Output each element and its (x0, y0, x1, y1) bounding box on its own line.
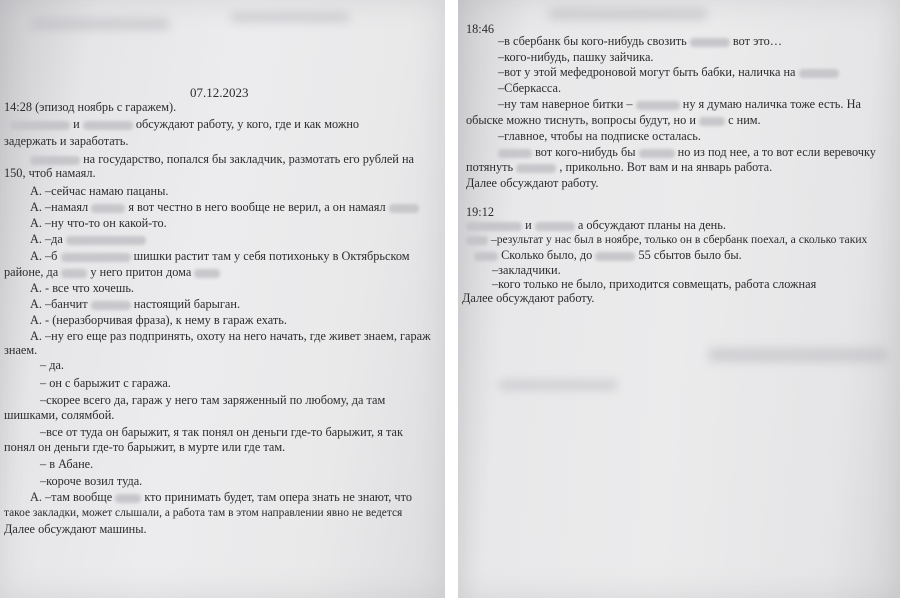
text-span: Сколько было, до (501, 248, 593, 262)
text-span: на государство, попался бы закладчик, размотать его рублей на (83, 152, 414, 166)
page-gap (445, 0, 458, 598)
text-span: шишки растит там у себя потихоньку в Октябрьском (133, 249, 410, 263)
text-line: Далее обсуждают работу. (462, 291, 595, 305)
text-line (466, 233, 867, 247)
text-span: а обсуждают планы на день. (577, 218, 726, 232)
redaction-blur (91, 204, 125, 213)
text-span: вот это… (732, 34, 783, 48)
redaction-blur (535, 222, 575, 231)
text-line (474, 248, 742, 262)
text-line: такое закладки, может слышали, а работа там в этом направлении явно не ведется (4, 507, 403, 519)
redaction-blur (690, 38, 730, 47)
text-line (30, 232, 146, 246)
text-span: обыске можно тиснуть, вопросы будут, но и (466, 113, 696, 127)
text-line: – в Абане. (40, 457, 94, 471)
timestamp: 19:12 (466, 205, 495, 219)
text-line (30, 249, 410, 263)
redaction-blur (30, 156, 80, 165)
redaction-blur (389, 204, 419, 213)
text-span: я вот честно в него вообще не верил, а он намаял (128, 200, 386, 214)
text-line (466, 160, 772, 174)
text-span: –в сбербанк бы кого-нибудь свозить (498, 34, 687, 48)
text-line: Далее обсуждают работу. (466, 176, 599, 190)
text-line: –короче возил туда. (40, 474, 143, 488)
text-line (30, 152, 414, 166)
text-span: и (525, 218, 532, 232)
text-line: шишками, солямбой. (4, 408, 115, 422)
text-span: настоящий барыган. (133, 297, 241, 311)
text-line: А. –ну что-то он какой-то. (30, 216, 167, 230)
text-span: –ну там наверное битки – (498, 97, 633, 111)
redaction-blur (699, 117, 725, 126)
redaction-blur (91, 301, 131, 310)
redaction-blur (61, 269, 87, 278)
redaction-blur (61, 253, 131, 262)
text-span: обсуждают работу, у кого, где и как можно (135, 117, 360, 131)
text-line (498, 34, 782, 48)
redaction-blur (595, 252, 635, 261)
text-line (498, 65, 839, 79)
text-line (4, 265, 220, 279)
text-span: районе, да (4, 265, 59, 279)
redaction-blur (498, 149, 532, 158)
text-line: –кого только не было, приходится совмещать, работа сложная (492, 277, 817, 291)
text-line: 14:28 (эпизод ноябрь с гаражем). (4, 100, 177, 114)
timestamp: 18:46 (466, 22, 495, 36)
text-span: А. –да (30, 232, 63, 246)
text-line: А. –ну его еще раз подпринять, охоту на него начать, где живет знаем, гараж (30, 329, 431, 343)
redaction-blur (66, 236, 146, 245)
text-span: ну я думаю наличка тоже есть. На (682, 97, 861, 111)
text-line (498, 145, 876, 159)
redaction-blur (474, 252, 498, 261)
text-line: А. –сейчас намаю пацаны. (30, 184, 169, 198)
text-span: вот кого-нибудь бы (535, 145, 636, 159)
text-span: А. –б (30, 249, 58, 263)
redaction-blur (115, 494, 141, 503)
redaction-blur (466, 236, 488, 245)
text-span: А. –банчит (30, 297, 88, 311)
text-line (466, 113, 761, 127)
text-span: А. –намаял (30, 200, 89, 214)
text-span: но из под нее, а то вот если веревочку (677, 145, 876, 159)
text-line: А. - (неразборчивая фраза), к нему в гараж ехать. (30, 313, 287, 327)
text-line: – он с барыжит с гаража. (40, 376, 171, 390)
text-line: понял он деньги где-то барыжит, в мурте или где там. (4, 440, 286, 454)
text-line: – да. (40, 358, 65, 372)
redaction-blur (10, 121, 70, 130)
text-span: потянуть (466, 160, 514, 174)
right-document-page (458, 0, 900, 598)
redaction-blur (466, 222, 522, 231)
text-line (30, 490, 412, 504)
text-span: –вот у этой мефедроновой могут быть бабки, наличка на (498, 65, 796, 79)
text-line: –Сберкасса. (498, 81, 562, 95)
text-line (498, 97, 861, 111)
text-line: Далее обсуждают машины. (4, 522, 147, 536)
text-span: 55 сбытов было бы. (638, 248, 742, 262)
document-date: 07.12.2023 (190, 85, 249, 100)
redaction-blur (83, 121, 133, 130)
text-line: –закладчики. (492, 263, 561, 277)
text-line: –все от туда он барыжит, я так понял он деньги где-то барыжит, я так (40, 425, 403, 439)
text-line: –скорее всего да, гараж у него там заряженный по любому, да там (40, 393, 386, 407)
text-line: –кого-нибудь, пашку зайчика. (498, 50, 654, 64)
left-document-page (0, 0, 445, 598)
text-span: , прикольно. Вот вам и на январь работа. (559, 160, 773, 174)
text-line: и обсуждают работу, у кого, где и как можно (10, 117, 359, 131)
text-line: 150, чтоб намаял. (4, 166, 96, 180)
text-line (466, 218, 726, 232)
redaction-blur (639, 149, 675, 158)
text-span: у него притон дома (90, 265, 192, 279)
text-span: кто принимать будет, там опера знать не знают, что (144, 490, 412, 504)
text-line: А. - все что хочешь. (30, 281, 134, 295)
text-span: с ним. (728, 113, 761, 127)
redaction-blur (516, 164, 556, 173)
text-span: А. –там вообще (30, 490, 113, 504)
redaction-blur (636, 101, 680, 110)
redaction-blur (194, 269, 220, 278)
redaction-blur (799, 69, 839, 78)
text-line: знаем. (4, 343, 38, 357)
text-line: –главное, чтобы на подписке осталась. (498, 129, 701, 143)
text-line (30, 297, 240, 311)
text-line (30, 200, 419, 214)
text-span: –результат у нас был в ноябре, только он в сбербанк поехал, а сколько таких (490, 233, 868, 246)
text-line: задержать и заработать. (4, 134, 129, 148)
